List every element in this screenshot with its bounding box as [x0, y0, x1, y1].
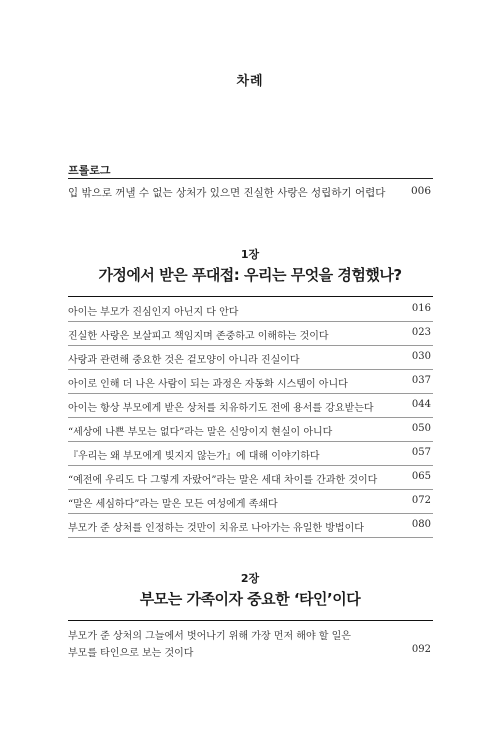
entry-title: 아이는 부모가 진심인지 아닌지 다 안다: [68, 307, 239, 318]
prologue-divider: [68, 178, 433, 179]
toc-entry[interactable]: [68, 322, 433, 346]
entry-title: “말은 세심하다”라는 말은 모든 여성에게 족쇄다: [68, 499, 278, 510]
chapter-2-entries: [68, 622, 433, 662]
entry-title: 입 밖으로 꺼낼 수 없는 상처가 있으면 진실한 사랑은 성립하기 어렵다: [68, 187, 386, 199]
prologue-label: 프롤로그: [68, 164, 111, 177]
entry-page-number: 037: [411, 375, 431, 386]
chapter-1-divider: [68, 296, 433, 297]
entry-title: “세상에 나쁜 부모는 없다”라는 말은 신앙이지 현실이 아니다: [68, 427, 333, 438]
entry-title: 아이로 인해 더 나은 사람이 되는 과정은 자동화 시스템이 아니다: [68, 379, 348, 390]
chapter-2-number: 2장: [240, 572, 260, 585]
toc-entry[interactable]: [68, 346, 433, 370]
chapter-2-divider: [68, 620, 433, 621]
entry-page-number: 023: [411, 327, 431, 338]
chapter-1-title: 가정에서 받은 푸대접: 우리는 무엇을 경험했나?: [98, 266, 402, 284]
entry-title: 아이는 항상 부모에게 받은 상처를 치유하기도 전에 용서를 강요받는다: [68, 403, 374, 414]
toc-entry[interactable]: [68, 490, 433, 514]
entry-title: 부모가 준 상처를 인정하는 것만이 치유로 나아가는 유일한 방법이다: [68, 523, 364, 534]
chapter-1-entries: [68, 298, 433, 538]
entry-page-number: 050: [411, 423, 431, 434]
toc-entry[interactable]: [68, 514, 433, 538]
toc-entry[interactable]: [68, 418, 433, 442]
entry-page-number: 057: [411, 447, 431, 458]
toc-entry[interactable]: [68, 370, 433, 394]
page-title: 차례: [236, 74, 264, 89]
toc-entry[interactable]: [68, 298, 433, 322]
entry-page-number: 080: [411, 519, 431, 530]
toc-entry[interactable]: [68, 466, 433, 490]
chapter-2-title: 부모는 가족이자 중요한 ‘타인’이다: [139, 590, 361, 608]
entry-title: 부모가 준 상처의 그늘에서 벗어나기 위해 가장 먼저 해야 할 일은: [68, 631, 351, 642]
chapter-1-number: 1장: [240, 248, 260, 261]
entry-page-number: 072: [411, 495, 431, 506]
entry-page-number: 030: [411, 351, 431, 362]
toc-entry[interactable]: [68, 442, 433, 466]
entry-page-number: 006: [410, 185, 431, 197]
entry-page-number: 016: [411, 303, 431, 314]
entry-title: 사랑과 관련해 중요한 것은 겉모양이 아니라 진실이다: [68, 355, 300, 366]
entry-page-number: 065: [411, 471, 431, 482]
entry-title: 진실한 사랑은 보살피고 책임지며 존중하고 이해하는 것이다: [68, 331, 329, 342]
toc-entry-prologue[interactable]: [68, 183, 433, 201]
entry-page-number: 044: [411, 399, 431, 410]
entry-title: “예전에 우리도 다 그렇게 자랐어”라는 말은 세대 차이를 간과한 것이다: [68, 475, 378, 486]
toc-entry[interactable]: [68, 394, 433, 418]
toc-entry[interactable]: [68, 622, 433, 662]
entry-title-line2: 부모를 타인으로 보는 것이다: [68, 648, 194, 659]
entry-title: 『우리는 왜 부모에게 빚지지 않는가』에 대해 이야기하다: [68, 451, 320, 462]
entry-page-number: 092: [411, 644, 431, 655]
